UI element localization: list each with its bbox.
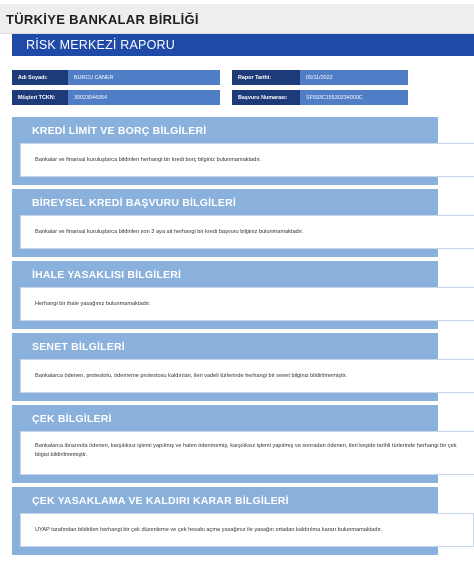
section-content-box [20,431,474,475]
section-cheque [12,405,457,483]
section-title: ÇEK YASAKLAMA VE KALDIRI KARAR BİLGİLERİ [32,495,289,507]
report-title: RİSK MERKEZİ RAPORU [26,38,175,52]
section-text: Bankalar ve finansal kuruluşlarca bildirilen herhangi bir kredi borç bilginiz bulunmamaktadır. [35,157,262,163]
report-date-label: Rapor Tarihi: [232,70,300,85]
section-tender-ban [12,261,438,329]
name-label: Adı Soyadı: [12,70,68,85]
section-text: UYAP tarafından bildirilen herhangi bir çek düzenleme ve çek hesabı açma yasağınız ile yasağın ortadan kaldırılma kararı bulunmamaktadır. [35,527,383,533]
application-no-value: SF593C15530234000C [300,90,408,105]
section-title: KREDİ LİMİT VE BORÇ BİLGİLERİ [32,125,207,137]
organization-header [0,4,474,34]
organization-name: TÜRKİYE BANKALAR BİRLİĞİ [6,12,199,27]
section-content-box [20,513,474,547]
section-content-box [20,287,474,321]
section-credit-limit [12,117,438,185]
section-text: Bankalarca ibrazında ödenen, karşılıksız işlemi yapılmış ve halen ödenmemiş, karşılıksız işlemi yapılmış ve sonradan ödenen, ileri keşide tarihli türlerinde herhangi bir çek bilgisi bildirilmemiştir. [35,443,457,458]
section-title: İHALE YASAKLISI BİLGİLERİ [32,269,182,281]
section-credit-application [12,189,438,257]
section-content-box [20,215,474,249]
tckn-value: 30023044354 [68,90,220,105]
report-date-value: 05/11/2022 [300,70,408,85]
section-title: ÇEK BİLGİLERİ [32,413,112,425]
section-title: SENET BİLGİLERİ [32,341,125,353]
section-content-box [20,143,474,177]
section-cheque-ban [12,487,438,555]
section-promissory-note [12,333,438,401]
application-no-label: Başvuru Numarası: [232,90,300,105]
section-text: Herhangi bir ihale yasağınız bulunmamaktadır. [35,301,151,307]
section-text: Bankalar ve finansal kuruluşlarca bildirilen son 3 aya ait herhangi bir kredi başvuru bilginiz bulunmamaktadır. [35,229,304,235]
tckn-label: Müşteri TCKN: [12,90,68,105]
report-title-bar [12,34,474,56]
section-content-box [20,359,474,393]
section-text: Bankalarca ödenen, protestolu, ödememe protestosu kaldırılan, ileri vadeli türlerinde herhangi bir senet bilginiz bildirilmemiştir. [35,373,347,379]
section-title: BİREYSEL KREDİ BAŞVURU BİLGİLERİ [32,197,236,209]
name-value: BURCU CANER [68,70,220,85]
